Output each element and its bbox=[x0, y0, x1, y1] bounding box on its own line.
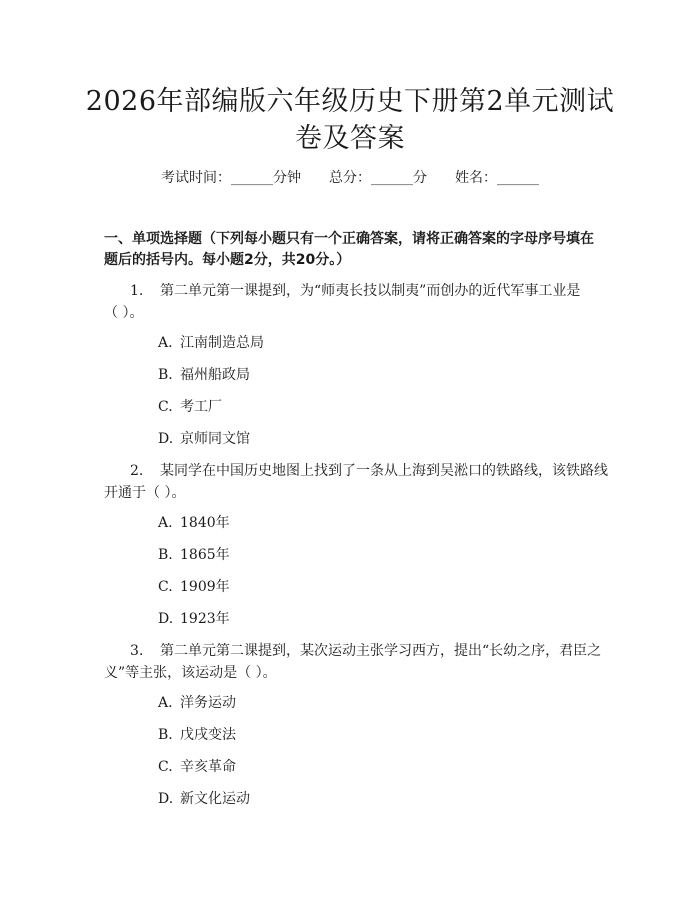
question-3-option-d bbox=[158, 789, 250, 809]
question-3-text: 第二单元第二课提到，某次运动主张学习西方，提出“长幼之序，君臣之 bbox=[160, 643, 602, 659]
question-3-option-a bbox=[158, 693, 236, 713]
question-2-stem-line-1 bbox=[130, 460, 608, 482]
question-2-option-c bbox=[158, 577, 230, 597]
question-3-stem-line-2: 义”等主张，该运动是（ ）。 bbox=[104, 665, 277, 681]
student-name-label: 姓名：______ bbox=[455, 170, 539, 186]
option-letter: B. bbox=[158, 547, 173, 563]
question-1-number: 1. bbox=[130, 283, 144, 299]
section-heading-line-2: 题后的括号内。每小题2分，共20分。） bbox=[104, 252, 351, 268]
option-text: 辛亥革命 bbox=[180, 759, 236, 775]
question-3-stem-line-1 bbox=[130, 640, 601, 662]
option-text: 1909年 bbox=[180, 579, 230, 595]
question-2-stem-line-2: 开通于（ ）。 bbox=[104, 485, 186, 501]
option-letter: C. bbox=[158, 579, 173, 595]
option-letter: B. bbox=[158, 727, 173, 743]
question-1-option-a bbox=[158, 333, 264, 353]
option-letter: D. bbox=[158, 431, 174, 447]
option-text: 福州船政局 bbox=[180, 367, 250, 383]
option-letter: A. bbox=[158, 695, 173, 711]
question-3-option-b bbox=[158, 725, 236, 745]
question-3-option-c bbox=[158, 757, 236, 777]
section-heading-line-1: 一、单项选择题（下列每小题只有一个正确答案，请将正确答案的字母序号填在 bbox=[104, 231, 594, 247]
total-score-label: 总分：______分 bbox=[329, 170, 427, 186]
option-letter: A. bbox=[158, 515, 173, 531]
option-text: 新文化运动 bbox=[180, 791, 250, 807]
option-letter: A. bbox=[158, 335, 173, 351]
question-1-option-c bbox=[158, 397, 222, 417]
option-text: 1865年 bbox=[180, 547, 230, 563]
option-text: 1923年 bbox=[180, 611, 230, 627]
option-text: 京师同文馆 bbox=[180, 431, 250, 447]
option-letter: C. bbox=[158, 399, 173, 415]
question-2-option-d bbox=[158, 609, 230, 629]
option-text: 戊戌变法 bbox=[180, 727, 236, 743]
question-2-number: 2. bbox=[130, 463, 144, 479]
exam-time-label: 考试时间：______分钟 bbox=[161, 170, 301, 186]
question-1-option-d bbox=[158, 429, 250, 449]
exam-title-line-2: 卷及答案 bbox=[295, 123, 405, 154]
option-text: 江南制造总局 bbox=[180, 335, 264, 351]
question-2-option-a bbox=[158, 513, 230, 533]
question-1-stem-line-1 bbox=[130, 280, 580, 302]
option-letter: B. bbox=[158, 367, 173, 383]
exam-meta-row bbox=[0, 168, 700, 188]
question-1-stem-line-2: （ ）。 bbox=[104, 305, 144, 321]
option-letter: D. bbox=[158, 611, 174, 627]
question-1-option-b bbox=[158, 365, 250, 385]
option-text: 1840年 bbox=[180, 515, 230, 531]
option-text: 考工厂 bbox=[180, 399, 222, 415]
option-letter: C. bbox=[158, 759, 173, 775]
question-2-option-b bbox=[158, 545, 230, 565]
question-1-text: 第二单元第一课提到，为“师夷长技以制夷”而创办的近代军事工业是 bbox=[160, 283, 581, 299]
question-3-number: 3. bbox=[130, 643, 144, 659]
question-2-text: 某同学在中国历史地图上找到了一条从上海到吴淞口的铁路线，该铁路线 bbox=[160, 463, 608, 479]
exam-title-line-1: 2026年部编版六年级历史下册第2单元测试 bbox=[85, 86, 615, 117]
option-text: 洋务运动 bbox=[180, 695, 236, 711]
option-letter: D. bbox=[158, 791, 174, 807]
